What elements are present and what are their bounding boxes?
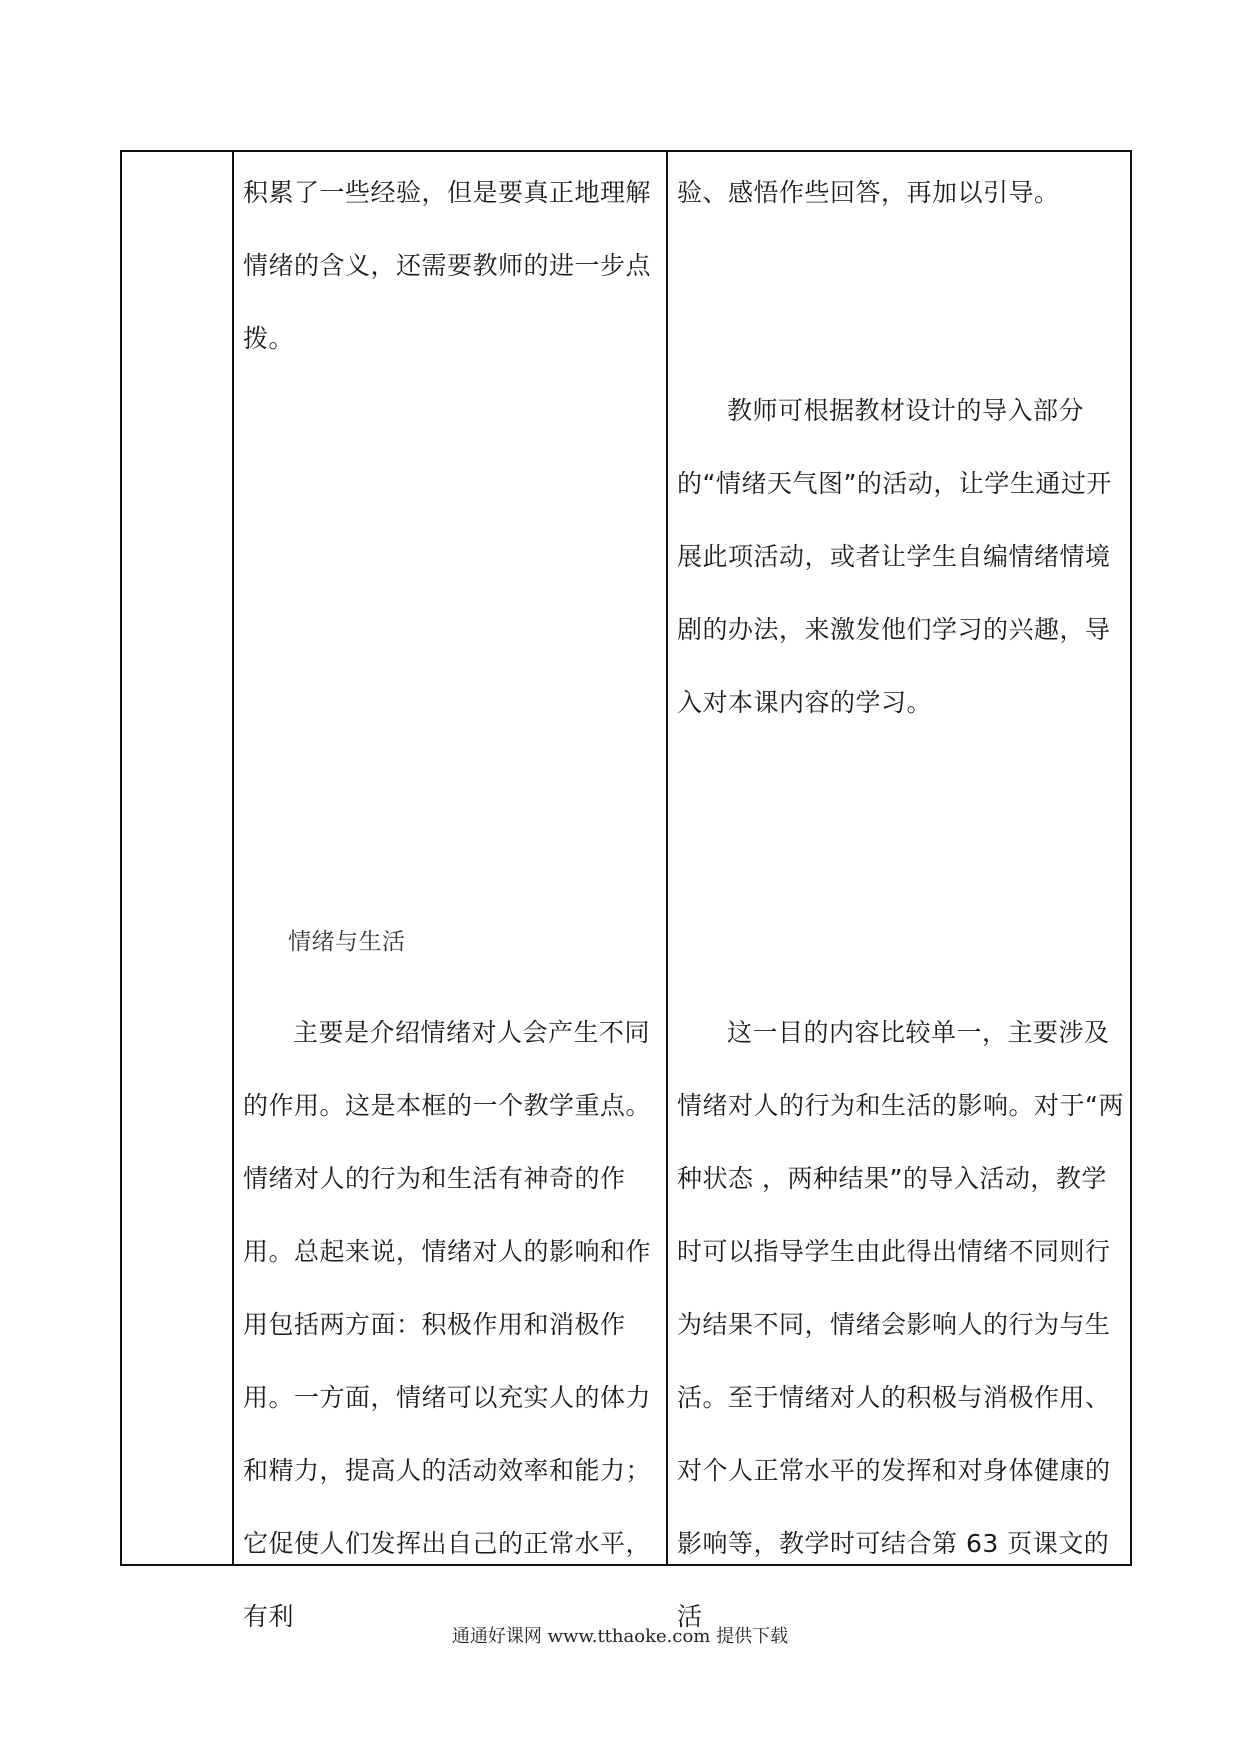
lesson-table [120,150,1132,1631]
notes-paragraph-main: 这一目的内容比较单一，主要涉及情绪对人的行为和生活的影响。对于“两种状态 ，两种结果”的导入活动，教学时可以指导学生由此得出情绪不同则行为结果不同，情绪会影响人的行为与生活。至于情绪对人的积极与消极作用、对个人正常水平的发挥和对身体健康的影响等，教学时可结合第 63 页课文的活 [677,1018,1124,1631]
notes-paragraph-continued: 验、感悟作些回答，再加以引导。 [677,178,1060,207]
page-footer: 通通好课网 www.tthaoke.com 提供下载 [451,1626,789,1647]
table-cell-teaching-notes [667,151,1131,1631]
table-cell-content [233,151,667,1631]
table-row [121,151,1131,1565]
section-heading: 情绪与生活 [288,929,406,955]
notes-paragraph: 教师可根据教材设计的导入部分的“情绪天气图”的活动，让学生通过开展此项活动，或者让学生自编情绪情境剧的办法，来激发他们学习的兴趣，导入对本课内容的学习。 [677,396,1112,717]
content-paragraph: 主要是介绍情绪对人会产生不同的作用。这是本框的一个教学重点。情绪对人的行为和生活有神奇的作用。总起来说，情绪对人的影响和作用包括两方面：积极作用和消极作用。一方面，情绪可以充实人的体力和精力，提高人的活动效率和能力；它促使人们发挥出自己的正常水平，有利 [243,1018,652,1631]
table-cell-left-empty [121,151,233,1565]
content-paragraph-continued: 积累了一些经验，但是要真正地理解情绪的含义，还需要教师的进一步点拨。 [243,178,652,353]
